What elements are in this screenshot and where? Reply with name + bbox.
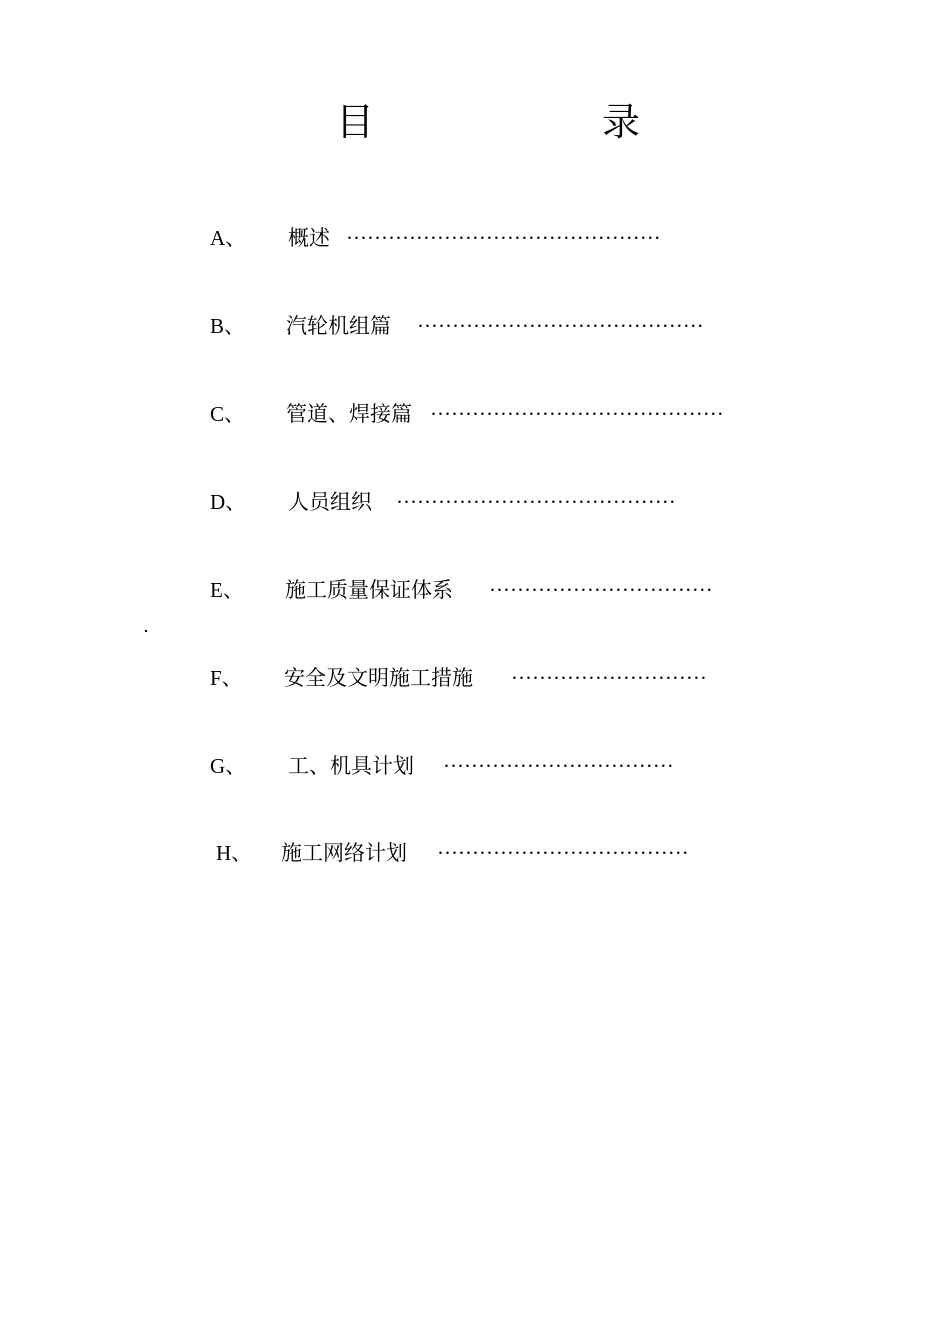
toc-entry-letter: G、 [210,754,247,778]
toc-entry-letter: F、 [210,666,243,690]
stray-mark [145,630,147,632]
toc-entry-title: 安全及文明施工措施 [284,666,473,690]
toc-entry-title: 工、机具计划 [288,754,414,778]
page-title-right-char: 录 [602,100,641,144]
toc-entry[interactable] [0,397,950,431]
toc-entry-letter: A、 [210,226,247,250]
toc-entry-leader: ········································· [417,314,704,338]
toc-entry-title: 人员组织 [288,490,372,514]
toc-entry-leader: ···························· [511,666,707,690]
toc-entry-letter: H、 [216,841,253,865]
toc-entry-title: 施工网络计划 [281,841,407,865]
toc-entry[interactable] [0,309,950,343]
toc-entry-title: 汽轮机组篇 [286,314,391,338]
toc-entry[interactable] [0,221,950,255]
toc-entry-leader: ········································ [396,490,676,514]
toc-entry-title: 概述 [288,226,330,250]
toc-entry-letter: D、 [210,490,247,514]
toc-entry[interactable] [0,573,950,607]
toc-entry-letter: C、 [210,402,246,426]
toc-entry[interactable] [0,661,950,695]
toc-entry[interactable] [0,749,950,783]
toc-entry[interactable] [0,836,950,870]
toc-entry[interactable] [0,485,950,519]
toc-entry-letter: E、 [210,578,244,602]
toc-entry-leader: ································ [489,578,713,602]
toc-entry-leader: ·········································· [430,402,724,426]
toc-entry-leader: ···································· [437,841,689,865]
page-title-left-char: 目 [336,100,375,144]
toc-entry-leader: ············································· [346,226,661,250]
toc-entry-leader: ································· [443,754,674,778]
toc-entry-letter: B、 [210,314,246,338]
toc-entry-title: 管道、焊接篇 [286,402,412,426]
toc-entry-title: 施工质量保证体系 [285,578,453,602]
